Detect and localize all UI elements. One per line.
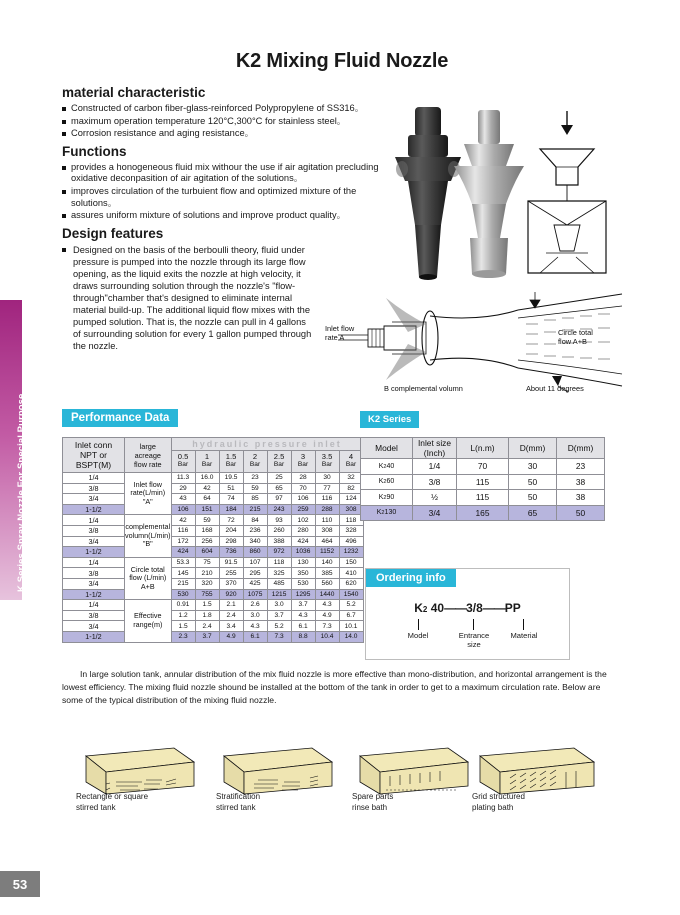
table-row xyxy=(63,504,364,515)
cell-value: 210 xyxy=(195,568,219,579)
cell-value: 64 xyxy=(195,494,219,505)
cell-value: 70 xyxy=(291,483,315,494)
tank-caption: Grid structured plating bath xyxy=(472,792,525,812)
cell-value: 530 xyxy=(171,589,195,600)
cell-d2: 50 xyxy=(557,505,605,521)
cell-value: 2.4 xyxy=(195,621,219,632)
cell-value: 42 xyxy=(195,483,219,494)
cell-value: 16.0 xyxy=(195,473,219,484)
cell-value: 7.3 xyxy=(315,621,339,632)
cell-value: 236 xyxy=(243,525,267,536)
cell-value: 755 xyxy=(195,589,219,600)
cell-value: 604 xyxy=(195,547,219,558)
cell-value: 736 xyxy=(219,547,243,558)
performance-data-chip xyxy=(62,408,178,427)
table-row xyxy=(63,589,364,600)
cell-value: 130 xyxy=(291,557,315,568)
cell-value: 485 xyxy=(267,578,291,589)
cell-value: 340 xyxy=(243,536,267,547)
list-item: assures uniform mixture of solutions and improve product quality。 xyxy=(62,210,392,222)
table-row xyxy=(63,525,364,536)
cell-value: 107 xyxy=(243,557,267,568)
tank-caption: Rectangle or square stirred tank xyxy=(76,792,149,812)
ordering-info-label: Ordering info xyxy=(366,569,456,587)
cell-value: 298 xyxy=(219,536,243,547)
list-item: Constructed of carbon fiber-glass-reinforced Polypropylene of SS316。 xyxy=(62,103,392,115)
cell-value: 243 xyxy=(267,504,291,515)
ordering-code: K2 40——3/8——PP xyxy=(414,601,521,615)
pressure-header-2: 1.5 Bar xyxy=(219,450,243,472)
cell-inlet-size: 1-1/2 xyxy=(63,589,125,600)
cell-value: 77 xyxy=(315,483,339,494)
cell-group-label: Circle total flow (L/min) A+B xyxy=(125,557,172,599)
col-header-inlet-conn: Inlet conn NPT or BSPT(M) xyxy=(63,438,125,473)
cell-value: 91.5 xyxy=(219,557,243,568)
spec-table xyxy=(360,437,605,521)
table-row xyxy=(63,483,364,494)
cell-value: 10.4 xyxy=(315,631,339,642)
cell-d2: 38 xyxy=(557,474,605,490)
spec-header-length: L(n.m) xyxy=(457,438,509,459)
cell-length: 115 xyxy=(457,490,509,506)
tank-figures xyxy=(70,742,620,852)
cell-inlet-size: 3/4 xyxy=(63,621,125,632)
cell-value: 65 xyxy=(267,483,291,494)
table-row xyxy=(361,490,605,506)
cell-value: 255 xyxy=(219,568,243,579)
cell-value: 288 xyxy=(315,504,339,515)
cell-value: 620 xyxy=(339,578,363,589)
spec-header-model: Model xyxy=(361,438,413,459)
cell-inlet-size: ½ xyxy=(413,490,457,506)
cell-value: 4.9 xyxy=(219,631,243,642)
cell-value: 308 xyxy=(315,525,339,536)
tank-figure-3 xyxy=(346,742,476,814)
cell-length: 70 xyxy=(457,459,509,475)
table-row xyxy=(361,474,605,490)
performance-data-label: Performance Data xyxy=(62,409,178,427)
ordering-tick-size xyxy=(473,619,474,630)
tank-figure-4 xyxy=(466,742,596,814)
cell-value: 1440 xyxy=(315,589,339,600)
cell-value: 385 xyxy=(315,568,339,579)
table-row xyxy=(63,494,364,505)
cell-d1: 65 xyxy=(509,505,557,521)
cell-value: 75 xyxy=(195,557,219,568)
cell-inlet-size: 1-1/2 xyxy=(63,504,125,515)
cell-value: 2.1 xyxy=(219,600,243,611)
cell-value: 82 xyxy=(339,483,363,494)
cell-value: 3.0 xyxy=(243,610,267,621)
cell-value: 920 xyxy=(219,589,243,600)
cell-value: 256 xyxy=(195,536,219,547)
cell-value: 106 xyxy=(171,504,195,515)
cell-value: 260 xyxy=(267,525,291,536)
cell-inlet-size: 3/8 xyxy=(63,568,125,579)
cell-inlet-size: 3/8 xyxy=(63,610,125,621)
cell-value: 424 xyxy=(291,536,315,547)
cell-value: 3.7 xyxy=(291,600,315,611)
cell-value: 370 xyxy=(219,578,243,589)
table-row xyxy=(63,547,364,558)
cell-value: 350 xyxy=(291,568,315,579)
material-heading: material characteristic xyxy=(62,85,206,100)
cell-value: 1.8 xyxy=(195,610,219,621)
col-header-large-acreage: large acreage flow rate xyxy=(125,438,172,473)
cell-value: 7.3 xyxy=(267,631,291,642)
cell-value: 43 xyxy=(171,494,195,505)
cell-value: 74 xyxy=(219,494,243,505)
cell-value: 1540 xyxy=(339,589,363,600)
cell-value: 2.3 xyxy=(171,631,195,642)
performance-table-body xyxy=(63,473,364,643)
table-row xyxy=(63,600,364,611)
cell-length: 115 xyxy=(457,474,509,490)
cell-inlet-size: 1/4 xyxy=(63,473,125,484)
tank-caption: Stratification stirred tank xyxy=(216,792,261,812)
table-row xyxy=(63,578,364,589)
cell-d2: 38 xyxy=(557,490,605,506)
cell-value: 51 xyxy=(219,483,243,494)
cell-value: 19.5 xyxy=(219,473,243,484)
cell-value: 4.3 xyxy=(291,610,315,621)
pressure-header-5: 3 Bar xyxy=(291,450,315,472)
spec-table-body xyxy=(361,459,605,521)
cell-inlet-size: 3/4 xyxy=(63,494,125,505)
cell-value: 3.7 xyxy=(267,610,291,621)
cell-value: 6.7 xyxy=(339,610,363,621)
cell-value: 972 xyxy=(267,547,291,558)
cell-value: 388 xyxy=(267,536,291,547)
page-title: K2 Mixing Fluid Nozzle xyxy=(235,50,449,72)
page-number: 53 xyxy=(0,871,40,897)
cell-value: 215 xyxy=(243,504,267,515)
cell-value: 29 xyxy=(171,483,195,494)
circle-total-flow-label: Circle total flow A+B xyxy=(558,328,593,346)
cell-model: K260 xyxy=(361,474,413,490)
cell-value: 118 xyxy=(267,557,291,568)
cell-length: 165 xyxy=(457,505,509,521)
cell-inlet-size: 3/4 xyxy=(413,505,457,521)
cell-value: 2.6 xyxy=(243,600,267,611)
cell-value: 325 xyxy=(267,568,291,579)
table-row xyxy=(63,515,364,526)
cell-inlet-size: 3/4 xyxy=(63,578,125,589)
cell-inlet-size: 1/4 xyxy=(413,459,457,475)
cell-value: 93 xyxy=(267,515,291,526)
cell-value: 84 xyxy=(243,515,267,526)
cell-value: 464 xyxy=(315,536,339,547)
ordering-info-box xyxy=(365,568,570,660)
list-item: provides a honogeneous fluid mix withour the use if air agitation precluding oxidative deconpasition of air agitation of the solutions。 xyxy=(62,162,392,185)
tank-figure-2 xyxy=(210,742,340,814)
cell-value: 172 xyxy=(171,536,195,547)
sidebar-tab-label: K Series Spray Nozzle For Special Purpose xyxy=(16,393,27,592)
cell-value: 530 xyxy=(291,578,315,589)
tank-caption: Spare parts rinse bath xyxy=(352,792,394,812)
cell-value: 97 xyxy=(267,494,291,505)
cell-value: 145 xyxy=(171,568,195,579)
bottom-paragraph: In large solution tank, annular distribution of the mix fluid nozzle is more effective than mono-distribution, and horizontal arrangement is the lowest efficiency. The mixing fluid nozzle shound be installed at the bottom of the tank in order to get to a maximum circulation rate. Below are some of the typical distribution of the mixing fluid nozzle. xyxy=(62,669,607,706)
cell-inlet-size: 3/8 xyxy=(63,483,125,494)
cell-value: 496 xyxy=(339,536,363,547)
cell-value: 860 xyxy=(243,547,267,558)
cell-value: 124 xyxy=(339,494,363,505)
cell-value: 30 xyxy=(315,473,339,484)
spec-header-d1: D(mm) xyxy=(509,438,557,459)
ordering-label-material: Material xyxy=(510,631,538,640)
cell-value: 8.8 xyxy=(291,631,315,642)
cell-value: 1295 xyxy=(291,589,315,600)
pressure-header-6: 3.5 Bar xyxy=(315,450,339,472)
list-item: Corrosion resistance and aging resistance。 xyxy=(62,128,392,140)
col-header-pressure-group xyxy=(171,438,363,451)
cell-value: 5.2 xyxy=(339,600,363,611)
cell-value: 280 xyxy=(291,525,315,536)
cell-value: 28 xyxy=(291,473,315,484)
ordering-tick-model xyxy=(418,619,419,630)
cell-value: 1075 xyxy=(243,589,267,600)
sidebar-vertical-tab xyxy=(0,300,27,600)
k2-series-label: K2 Series xyxy=(360,411,419,428)
pressure-header-7: 4 Bar xyxy=(339,450,363,472)
cell-value: 4.9 xyxy=(315,610,339,621)
design-paragraph: Designed on the basis of the berboulli theory, fluid under pressure is pumped into the nozzle through its large flow opening, as the liquid exits the nozzle at high velocity, it draws surrounding solution through the nozzle's "flow-through"chamber that's designed to eliminate internal material build-up. The additional liquid flow mixes with the pumped solution. That is, the nozzle can pull in 4 gallons of surrounding solution for every 1 gallon pumped through the nozzle. xyxy=(62,244,312,352)
functions-heading: Functions xyxy=(62,143,127,159)
cell-value: 102 xyxy=(291,515,315,526)
ordering-label-model: Model xyxy=(407,631,429,640)
cell-value: 59 xyxy=(243,483,267,494)
cell-group-label: Effective range(m) xyxy=(125,600,172,642)
table-row xyxy=(361,505,605,521)
flow-diagram xyxy=(325,288,630,396)
cell-value: 4.3 xyxy=(315,600,339,611)
cell-value: 2.4 xyxy=(219,610,243,621)
cell-value: 1215 xyxy=(267,589,291,600)
cell-value: 1036 xyxy=(291,547,315,558)
cell-value: 215 xyxy=(171,578,195,589)
cell-value: 23 xyxy=(243,473,267,484)
cell-inlet-size: 3/8 xyxy=(63,525,125,536)
cell-value: 259 xyxy=(291,504,315,515)
spec-header-d2: D(mm) xyxy=(557,438,605,459)
k2-series-chip xyxy=(360,409,419,428)
cell-value: 410 xyxy=(339,568,363,579)
table-row xyxy=(63,610,364,621)
cell-value: 151 xyxy=(195,504,219,515)
cell-value: 3.7 xyxy=(195,631,219,642)
cell-d1: 30 xyxy=(509,459,557,475)
cell-inlet-size: 1/4 xyxy=(63,600,125,611)
cell-inlet-size: 1/4 xyxy=(63,557,125,568)
table-row xyxy=(63,473,364,484)
cell-group-label: Inlet flow rate(L/min) "A" xyxy=(125,473,172,515)
cell-value: 10.1 xyxy=(339,621,363,632)
ordering-tick-material xyxy=(523,619,524,630)
table-watermark: hydraulic pressure inlet xyxy=(192,438,342,449)
cell-model: K240 xyxy=(361,459,413,475)
cell-value: 42 xyxy=(171,515,195,526)
pressure-header-1: 1 Bar xyxy=(195,450,219,472)
cell-value: 1.5 xyxy=(171,621,195,632)
cell-value: 14.0 xyxy=(339,631,363,642)
cell-inlet-size: 1-1/2 xyxy=(63,547,125,558)
cell-value: 25 xyxy=(267,473,291,484)
table-row xyxy=(63,621,364,632)
cell-value: 1.2 xyxy=(171,610,195,621)
cell-value: 1152 xyxy=(315,547,339,558)
cell-value: 118 xyxy=(339,515,363,526)
cell-d2: 23 xyxy=(557,459,605,475)
cell-value: 85 xyxy=(243,494,267,505)
cell-model: K290 xyxy=(361,490,413,506)
cell-value: 116 xyxy=(315,494,339,505)
cell-inlet-size: 3/8 xyxy=(413,474,457,490)
cell-d1: 50 xyxy=(509,474,557,490)
cell-d1: 50 xyxy=(509,490,557,506)
cell-value: 168 xyxy=(195,525,219,536)
cell-value: 150 xyxy=(339,557,363,568)
cell-value: 11.3 xyxy=(171,473,195,484)
cell-value: 6.1 xyxy=(243,631,267,642)
cell-value: 204 xyxy=(219,525,243,536)
cell-value: 6.1 xyxy=(291,621,315,632)
cell-value: 32 xyxy=(339,473,363,484)
list-item: maximum operation temperature 120°C,300°C for stainless steel。 xyxy=(62,116,392,128)
cell-value: 1.5 xyxy=(195,600,219,611)
cell-value: 184 xyxy=(219,504,243,515)
cell-value: 425 xyxy=(243,578,267,589)
tank-figure-1 xyxy=(70,742,200,814)
table-row xyxy=(63,557,364,568)
cell-value: 59 xyxy=(195,515,219,526)
cell-value: 106 xyxy=(291,494,315,505)
list-item: improves circulation of the turbuient flow and optimized mixture of the solutions。 xyxy=(62,186,392,209)
inlet-flow-label: Inlet flow rate A xyxy=(325,324,355,342)
cell-value: 72 xyxy=(219,515,243,526)
cell-value: 3.0 xyxy=(267,600,291,611)
cell-inlet-size: 1-1/2 xyxy=(63,631,125,642)
table-row xyxy=(361,459,605,475)
cell-value: 4.3 xyxy=(243,621,267,632)
angle-label: About 11 degrees xyxy=(526,384,584,393)
cell-value: 0.91 xyxy=(171,600,195,611)
pressure-header-0: 0.5 Bar xyxy=(171,450,195,472)
cell-value: 140 xyxy=(315,557,339,568)
pressure-header-4: 2.5 Bar xyxy=(267,450,291,472)
ordering-label-entrance: Entrance size xyxy=(458,631,490,649)
table-row xyxy=(63,536,364,547)
cell-value: 53.3 xyxy=(171,557,195,568)
cell-value: 320 xyxy=(195,578,219,589)
cell-value: 5.2 xyxy=(267,621,291,632)
cell-value: 328 xyxy=(339,525,363,536)
pressure-header-3: 2 Bar xyxy=(243,450,267,472)
spec-header-inlet-size: Inlet size (Inch) xyxy=(413,438,457,459)
design-heading: Design features xyxy=(62,225,164,241)
complemental-volumn-label: B complemental volumn xyxy=(384,384,463,393)
table-row xyxy=(63,568,364,579)
nozzle-cross-section-diagram xyxy=(510,105,625,280)
cell-value: 116 xyxy=(171,525,195,536)
cell-value: 424 xyxy=(171,547,195,558)
cell-value: 308 xyxy=(339,504,363,515)
cell-value: 295 xyxy=(243,568,267,579)
cell-value: 3.4 xyxy=(219,621,243,632)
cell-value: 560 xyxy=(315,578,339,589)
cell-model: K2130 xyxy=(361,505,413,521)
cell-inlet-size: 3/4 xyxy=(63,536,125,547)
cell-inlet-size: 1/4 xyxy=(63,515,125,526)
table-row xyxy=(63,631,364,642)
cell-value: 1232 xyxy=(339,547,363,558)
cell-value: 110 xyxy=(315,515,339,526)
cell-group-label: complemental volumn(L/min) "B" xyxy=(125,515,172,557)
performance-table xyxy=(62,437,364,643)
